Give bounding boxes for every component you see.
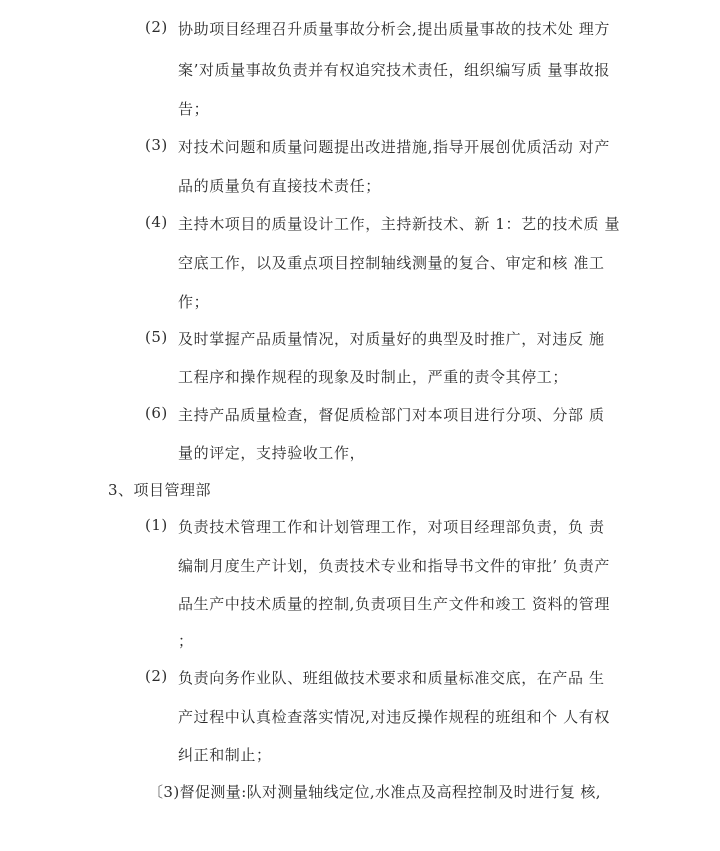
- item-number: (4): [145, 213, 168, 231]
- item-text-line: 案’对质量事故负责并有权追究技术责任，组织编写质 量事故报: [178, 61, 610, 79]
- item-text-line: 〔3)督促测量:队对测量轴线定位,水准点及高程控制及时进行复 核,: [148, 783, 601, 801]
- item-text-line: 作；: [178, 293, 210, 311]
- item-number: (2): [145, 18, 168, 36]
- item-number: (6): [145, 404, 168, 422]
- item-text-line: 及时掌握产品质量情况，对质量好的典型及时推广，对违反 施: [178, 330, 605, 348]
- item-number: (5): [145, 328, 168, 346]
- item-text-line: 告；: [178, 100, 210, 118]
- item-text-line: ；: [178, 632, 194, 650]
- item-text-line: 对技术问题和质量问题提出改进措施,指导开展创优质活动 对产: [178, 138, 610, 156]
- item-text-line: 产过程中认真检查落实情况,对违反操作规程的班组和个 人有权: [178, 708, 610, 726]
- item-text-line: 空底工作，以及重点项目控制轴线测量的复合、审定和核 准工: [178, 254, 605, 272]
- item-text-line: 负责技术管理工作和计划管理工作，对项目经理部负责，负 责: [178, 518, 605, 536]
- item-number: (3): [145, 136, 168, 154]
- item-text-line: 主持产品质量检查，督促质检部门对本项目进行分项、分部 质: [178, 406, 605, 424]
- item-text-line: 负责向务作业队、班组做技术要求和质量标准交底，在产品 生: [178, 669, 605, 687]
- item-text-line: 协助项目经理召升质量事故分析会,提出质量事故的技术处 理方: [178, 20, 610, 38]
- item-text-line: 品的质量负有直接技术责任；: [178, 177, 381, 195]
- item-text-line: 工程序和操作规程的现象及时制止，严重的责令其停工；: [178, 368, 569, 386]
- item-text-line: 品生产中技术质量的控制,负责项目生产文件和竣工 资料的管理: [178, 595, 610, 613]
- section-heading: 3、项目管理部: [108, 481, 212, 499]
- item-number: (1): [145, 516, 168, 534]
- item-number: (2): [145, 667, 168, 685]
- item-text-line: 量的评定，支持验收工作，: [178, 444, 366, 462]
- item-text-line: 编制月度生产计划，负责技术专业和指导书文件的审批’ 负责产: [178, 557, 610, 575]
- item-text-line: 主持木项目的质量设计工作，主持新技术、新 1：艺的技术质 量: [178, 215, 621, 233]
- item-text-line: 纠正和制止；: [178, 746, 272, 764]
